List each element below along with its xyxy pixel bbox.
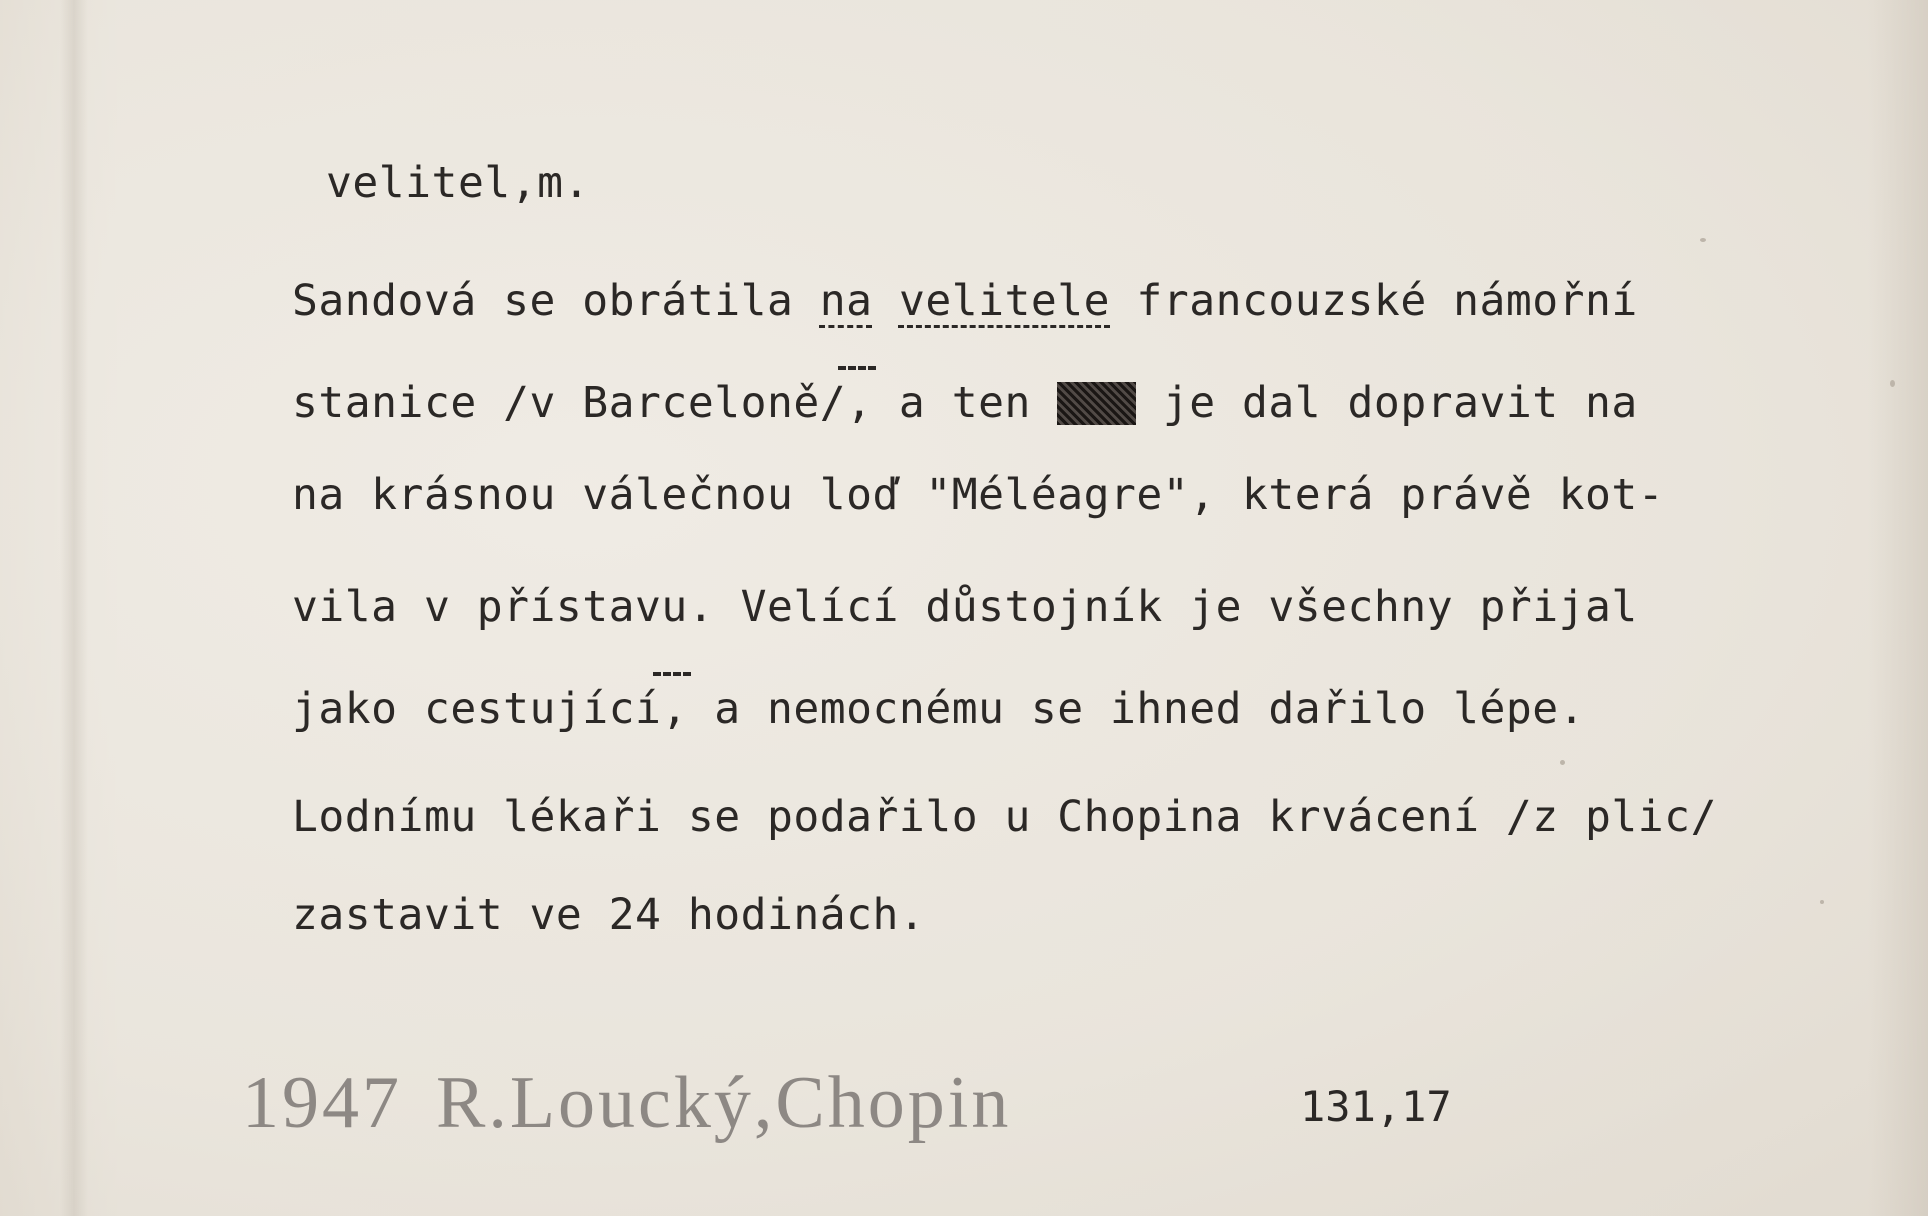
text-line-2 <box>292 378 1638 428</box>
text-line-3: na krásnou válečnou loď "Méléagre", která právě kot- <box>292 470 1665 520</box>
line-1-after: francouzské námořní <box>1110 276 1638 326</box>
text-line-7: zastavit ve 24 hodinách. <box>292 890 926 940</box>
struck-out-text <box>1057 382 1136 425</box>
underlined-word-velitele: velitele <box>898 276 1111 326</box>
text-line-5 <box>292 684 1586 734</box>
line-1-before: Sandová se obrátila <box>292 276 820 326</box>
line-5-before: jako cestující <box>292 684 662 734</box>
paper-speck <box>1890 380 1895 387</box>
line-2-mid: a ten <box>872 378 1058 428</box>
paper-speck <box>1560 760 1565 765</box>
page-reference: 131,17 <box>1300 1082 1452 1131</box>
source-stamp <box>242 1062 1012 1144</box>
marked-comma: , <box>846 378 873 428</box>
line-5-after: a nemocnému se ihned dařilo lépe. <box>687 684 1586 734</box>
line-2-after: je dal dopravit na <box>1136 378 1638 428</box>
stamp-source: R.Loucký,Chopin <box>436 1062 1012 1144</box>
card-edge-shadow <box>1868 0 1928 1216</box>
line-2-before: stanice /v Barceloně/ <box>292 378 847 428</box>
card-fold-shadow <box>60 0 88 1216</box>
text-line-4: vila v přístavu. Velící důstojník je všechny přijal <box>292 582 1638 632</box>
headword: velitel,m. <box>326 158 590 208</box>
underlined-word-na: na <box>819 276 873 326</box>
line-1-space <box>873 276 899 326</box>
paper-speck <box>1700 238 1706 242</box>
stamp-year: 1947 <box>242 1062 402 1144</box>
paper-speck <box>1820 900 1824 904</box>
marked-comma-2: , <box>661 684 688 734</box>
text-line-1 <box>292 276 1638 326</box>
text-line-6: Lodnímu lékaři se podařilo u Chopina krvácení /z plic/ <box>292 792 1717 842</box>
